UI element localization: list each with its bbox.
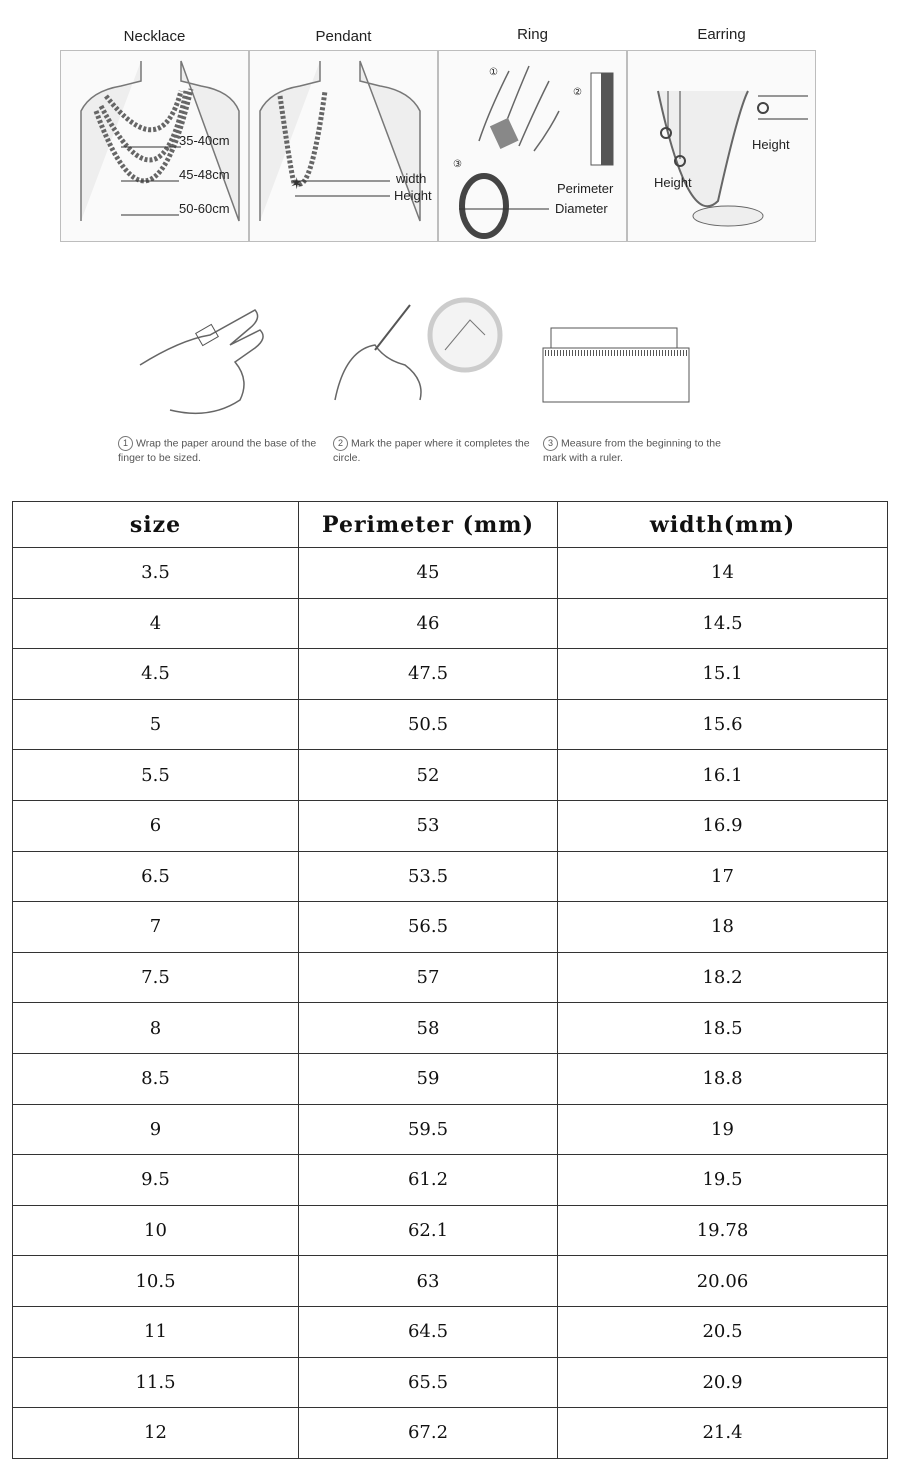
size-cell: 7 [13,902,299,953]
width-cell: 21.4 [558,1408,888,1459]
width-cell: 16.9 [558,800,888,851]
table-header-row [13,502,888,548]
table-row [13,1256,888,1307]
width-cell: 14 [558,548,888,599]
earring-height-label-right: Height [752,137,790,152]
table-row [13,952,888,1003]
size-cell: 6.5 [13,851,299,902]
width-cell: 15.6 [558,699,888,750]
table-row [13,1408,888,1459]
perimeter-cell: 50.5 [299,699,558,750]
width-cell: 18 [558,902,888,953]
table-row [13,1104,888,1155]
table-row [13,598,888,649]
width-cell: 19.78 [558,1205,888,1256]
ring-marker-1: ① [489,67,498,78]
table-row [13,851,888,902]
svg-text:✶: ✶ [290,176,304,193]
pendant-illustration [250,51,439,243]
earring-title: Earring [697,26,746,43]
perimeter-cell: 62.1 [299,1205,558,1256]
table-row [13,902,888,953]
step-1-text: 1 Wrap the paper around the base of the finger to be sized. [118,437,317,465]
perimeter-cell: 53.5 [299,851,558,902]
necklace-length-2: 45-48cm [179,167,230,182]
size-cell: 9 [13,1104,299,1155]
size-cell: 12 [13,1408,299,1459]
table-row [13,649,888,700]
necklace-length-3: 50-60cm [179,201,230,216]
perimeter-cell: 58 [299,1003,558,1054]
size-cell: 8 [13,1003,299,1054]
hand-wrap-illustration [110,290,310,430]
width-cell: 19.5 [558,1155,888,1206]
width-cell: 17 [558,851,888,902]
perimeter-cell: 52 [299,750,558,801]
step-1-number: 1 [118,436,133,451]
table-row [13,1306,888,1357]
ring-title: Ring [517,26,548,43]
perimeter-cell: 53 [299,800,558,851]
width-cell: 15.1 [558,649,888,700]
ring-size-table [12,501,888,1459]
table-row [13,548,888,599]
step-3 [535,290,735,470]
perimeter-cell: 56.5 [299,902,558,953]
table-row [13,1003,888,1054]
table-row [13,1205,888,1256]
width-cell: 20.5 [558,1306,888,1357]
perimeter-cell: 45 [299,548,558,599]
step-2-text: 2 Mark the paper where it completes the circle. [333,437,530,465]
ring-diameter-label: Diameter [555,201,608,216]
ruler-illustration [535,290,735,430]
size-cell: 10 [13,1205,299,1256]
step-3-text: 3 Measure from the beginning to the mark with a ruler. [543,437,721,465]
earring-height-label-left: Height [654,175,692,190]
table-row [13,1053,888,1104]
size-cell: 5 [13,699,299,750]
pendant-width-label: width [396,171,427,186]
necklace-panel [60,50,249,242]
perimeter-cell: 59.5 [299,1104,558,1155]
size-cell: 4 [13,598,299,649]
perimeter-cell: 57 [299,952,558,1003]
size-cell: 3.5 [13,548,299,599]
size-cell: 11.5 [13,1357,299,1408]
width-header: width(mm) [558,502,888,548]
size-header: size [13,502,299,548]
size-cell: 6 [13,800,299,851]
pendant-height-label: Height [394,188,432,203]
width-cell: 18.5 [558,1003,888,1054]
earring-panel [627,50,816,242]
width-cell: 20.06 [558,1256,888,1307]
table-row [13,750,888,801]
size-cell: 7.5 [13,952,299,1003]
size-cell: 5.5 [13,750,299,801]
step-1 [110,290,317,470]
perimeter-cell: 46 [299,598,558,649]
pendant-title: Pendant [315,28,372,45]
ring-perimeter-label: Perimeter [557,181,614,196]
width-cell: 14.5 [558,598,888,649]
width-cell: 18.2 [558,952,888,1003]
table-row [13,1357,888,1408]
pendant-panel [249,50,438,242]
step-2 [325,290,530,470]
size-cell: 10.5 [13,1256,299,1307]
table-row [13,699,888,750]
ring-sizing-steps [110,290,750,470]
table-row [13,1155,888,1206]
size-cell: 4.5 [13,649,299,700]
jewelry-measurement-guide [60,26,816,242]
pen-mark-illustration [325,290,525,430]
necklace-title: Necklace [123,28,186,45]
step-3-number: 3 [543,436,558,451]
width-cell: 16.1 [558,750,888,801]
size-cell: 9.5 [13,1155,299,1206]
ring-panel [438,50,627,242]
perimeter-cell: 64.5 [299,1306,558,1357]
necklace-length-1: 35-40cm [179,133,230,148]
width-cell: 20.9 [558,1357,888,1408]
perimeter-cell: 65.5 [299,1357,558,1408]
ring-marker-3: ③ [453,159,462,170]
perimeter-cell: 63 [299,1256,558,1307]
ring-marker-2: ② [573,87,582,98]
perimeter-cell: 67.2 [299,1408,558,1459]
perimeter-cell: 47.5 [299,649,558,700]
size-cell: 11 [13,1306,299,1357]
perimeter-cell: 59 [299,1053,558,1104]
size-cell: 8.5 [13,1053,299,1104]
table-row [13,800,888,851]
step-2-number: 2 [333,436,348,451]
perimeter-header: Perimeter (mm) [299,502,558,548]
width-cell: 19 [558,1104,888,1155]
width-cell: 18.8 [558,1053,888,1104]
perimeter-cell: 61.2 [299,1155,558,1206]
